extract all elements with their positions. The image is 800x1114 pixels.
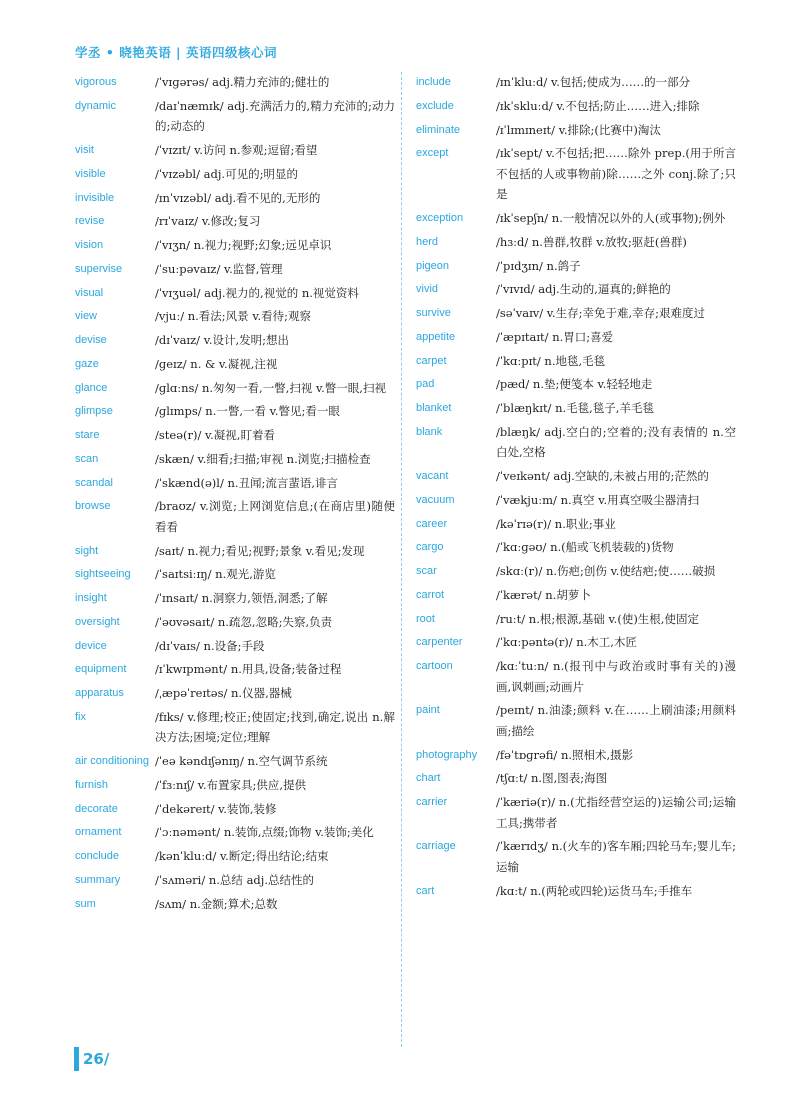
vocab-word: visible xyxy=(75,167,106,180)
vocab-definition: /ɡeɪz/ n. & v.凝视,注视 xyxy=(155,356,278,371)
vocab-definition: /ɪkˈskluːd/ v.不包括;防止……进入;排除 xyxy=(496,98,700,113)
vocab-entry xyxy=(416,398,736,419)
vocab-entry xyxy=(416,585,736,606)
vocab-definition: /kənˈkluːd/ v.断定;得出结论;结束 xyxy=(155,849,329,863)
vocab-word: conclude xyxy=(75,850,120,862)
vocab-definition: /ɡlɑːns/ n.匆匆一看,一瞥,扫视 v.瞥一眼,扫视 xyxy=(155,380,386,395)
vocab-entry xyxy=(75,425,395,446)
vocab-word: furnish xyxy=(75,778,109,791)
vocab-definition: /ɪkˈsept/ v.不包括;把……除外 prep.(用于所言不包括的人或事物前)除……之外 conj.除了;只是 xyxy=(496,146,736,202)
vocab-word: invisible xyxy=(75,191,115,204)
vocab-word: summary xyxy=(75,873,121,886)
vocab-entry xyxy=(416,745,736,766)
vocab-definition: /ˈblæŋkɪt/ n.毛毯,毯子,羊毛毯 xyxy=(496,401,654,415)
vocab-definition: /ˈvɪʒn/ n.视力;视野;幻象;远见卓识 xyxy=(155,238,332,252)
vocab-entry xyxy=(75,330,395,351)
vocab-entry xyxy=(75,496,395,537)
vocab-word: blank xyxy=(416,425,443,438)
vocab-entry xyxy=(416,303,736,324)
vocab-definition: /saɪt/ n.视力;看见;视野;景象 v.看见;发现 xyxy=(155,543,365,558)
vocab-definition: /ɪnˈvɪzəbl/ adj.看不见的,无形的 xyxy=(155,190,321,205)
vocab-word: sight xyxy=(75,544,99,557)
vocab-definition: /fəˈtɒɡrəfi/ n.照相术,摄影 xyxy=(496,747,634,762)
vocab-entry xyxy=(416,422,736,463)
vocab-entry xyxy=(75,188,395,209)
vocab-entry xyxy=(75,775,395,796)
vocab-definition: /ˈkærət/ n.胡萝卜 xyxy=(496,587,591,602)
vocab-entry xyxy=(75,211,395,232)
vocab-definition: /ˈfɜːnɪʃ/ v.布置家具;供应,提供 xyxy=(155,777,307,792)
vocab-definition: /ˈɪnsaɪt/ n.洞察力,领悟,洞悉;了解 xyxy=(155,591,328,605)
vocab-word: pad xyxy=(416,378,435,391)
vocab-word: glimpse xyxy=(75,405,113,418)
vocab-entry xyxy=(416,374,736,395)
vocab-definition: /sʌm/ n.金额;算术;总数 xyxy=(155,896,278,911)
vocab-entry xyxy=(416,836,736,877)
vocab-word: devise xyxy=(75,334,107,346)
vocab-word: oversight xyxy=(75,615,120,628)
vocab-entry xyxy=(75,473,395,494)
vocab-entry xyxy=(416,656,736,697)
vocab-definition: /kɑːˈtuːn/ n.(报刊中与政治或时事有关的)漫画,讽刺画;动画片 xyxy=(496,659,736,694)
vocab-entry xyxy=(75,259,395,280)
vocab-word: equipment xyxy=(75,663,127,676)
vocab-entry xyxy=(416,881,736,902)
vocab-entry xyxy=(75,235,395,256)
vocab-entry xyxy=(416,632,736,653)
vocab-definition: /ˈveɪkənt/ adj.空缺的,未被占用的;茫然的 xyxy=(496,469,709,483)
vocab-entry xyxy=(416,72,736,93)
vocab-definition: /blæŋk/ adj.空白的;空着的;没有表情的 n.空白处,空格 xyxy=(496,424,736,460)
vocab-definition: /peɪnt/ n.油漆;颜料 v.在……上刷油漆;用颜料画;描绘 xyxy=(496,703,736,738)
vocab-definition: /ˈkɑːɡəʊ/ n.(船或飞机装载的)货物 xyxy=(496,540,674,555)
vocab-word: herd xyxy=(416,235,439,248)
page-header: 学丞 • 晓艳英语 | 英语四级核心词 xyxy=(75,45,277,60)
vocab-definition: /dɪˈvaɪz/ v.设计,发明;想出 xyxy=(155,333,290,347)
vocab-definition: /ˈɔːnəmənt/ n.装饰,点缀;饰物 v.装饰;美化 xyxy=(155,825,374,840)
vocab-entry xyxy=(416,490,736,511)
vocab-entry xyxy=(416,232,736,253)
vocab-word: device xyxy=(75,639,107,652)
vocab-word: carpet xyxy=(416,354,447,367)
vocab-definition: /braʊz/ v.浏览;上网浏览信息;(在商店里)随便看看 xyxy=(155,499,395,534)
vocab-word: air conditioning xyxy=(75,755,149,767)
vocab-entry xyxy=(75,164,395,185)
vocab-entry xyxy=(75,822,395,843)
vocab-definition: /ˈpɪdʒɪn/ n.鸽子 xyxy=(496,258,581,273)
vocab-word: visit xyxy=(75,144,94,156)
vocab-definition: /ˈvɪzəbl/ adj.可见的;明显的 xyxy=(155,166,298,181)
vocab-word: pigeon xyxy=(416,259,450,272)
vocab-definition: /vjuː/ n.看法;风景 v.看待;观察 xyxy=(155,309,312,324)
vocab-word: vigorous xyxy=(75,76,117,88)
vocab-definition: /ɪˈkwɪpmənt/ n.用具,设备;装备过程 xyxy=(155,662,342,677)
vocab-entry xyxy=(416,514,736,535)
vocab-entry xyxy=(75,378,395,399)
vocab-definition: /ɪˈlɪmɪneɪt/ v.排除;(比赛中)淘汰 xyxy=(496,122,661,137)
vocab-word: carriage xyxy=(416,840,456,853)
page-number: 26/ xyxy=(74,1047,109,1071)
vocab-word: supervise xyxy=(75,262,123,275)
vocab-definition: /ˈskænd(ə)l/ n.丑闻;流言蜚语,诽言 xyxy=(155,475,339,490)
vocab-word: cargo xyxy=(416,541,444,554)
vocab-word: scan xyxy=(75,452,99,465)
vocab-definition: /ˈkæriə(r)/ n.(尤指经营空运的)运输公司;运输工具;携带者 xyxy=(496,795,736,830)
vocab-entry xyxy=(416,700,736,741)
vocab-definition: /ɪkˈsepʃn/ n.一般情况以外的人(或事物);例外 xyxy=(496,211,726,225)
vocab-definition: /ˌæpəˈreɪtəs/ n.仪器,器械 xyxy=(155,686,292,700)
vocab-definition: /ˈæpɪtaɪt/ n.胃口;喜爱 xyxy=(496,329,614,344)
vocab-definition: /pæd/ n.垫;便笺本 v.轻轻地走 xyxy=(496,377,653,392)
vocab-definition: /tʃɑːt/ n.图,图表;海图 xyxy=(496,771,608,786)
vocab-entry xyxy=(416,143,736,205)
vocab-word: dynamic xyxy=(75,99,116,112)
vocab-entry xyxy=(75,846,395,867)
vocab-word: vacuum xyxy=(416,493,455,506)
vocab-entry xyxy=(416,561,736,582)
vocab-definition: /ruːt/ n.根;根源,基础 v.(使)生根,使固定 xyxy=(496,611,699,626)
vocab-word: carrot xyxy=(416,588,445,601)
vocab-word: chart xyxy=(416,772,441,785)
vocab-word: fix xyxy=(75,710,86,723)
vocab-word: apparatus xyxy=(75,687,124,699)
vocab-entry xyxy=(416,792,736,833)
vocab-word: view xyxy=(75,310,98,323)
vocab-definition: /kəˈrɪə(r)/ n.职业;事业 xyxy=(496,516,616,531)
vocab-word: revise xyxy=(75,215,105,228)
vocab-definition: /ˈvɪzɪt/ v.访问 n.参观;逗留;看望 xyxy=(155,143,318,157)
vocab-entry xyxy=(416,208,736,229)
vocab-definition: /ˈkærɪdʒ/ n.(火车的)客车厢;四轮马车;婴儿车;运输 xyxy=(496,839,736,874)
vocab-word: career xyxy=(416,517,448,530)
vocab-word: exclude xyxy=(416,99,454,112)
right-column xyxy=(416,72,736,904)
vocab-definition: /dɪˈvaɪs/ n.设备;手段 xyxy=(155,638,265,653)
vocab-word: blanket xyxy=(416,402,452,414)
vocab-definition: /ˈvɪʒuəl/ adj.视力的,视觉的 n.视觉资料 xyxy=(155,285,359,300)
vocab-definition: /fɪks/ v.修理;校正;使固定;找到,确定,说出 n.解决方法;困境;定位;理解 xyxy=(155,709,395,745)
vocab-definition: /steə(r)/ v.凝视,盯着看 xyxy=(155,428,275,442)
left-column xyxy=(75,72,395,917)
vocab-word: root xyxy=(416,612,435,625)
vocab-word: appetite xyxy=(416,330,456,343)
vocab-entry xyxy=(75,683,395,704)
vocab-word: carrier xyxy=(416,796,448,808)
vocab-word: scar xyxy=(416,565,437,577)
vocab-definition: /səˈvaɪv/ v.生存;幸免于难,幸存;艰难度过 xyxy=(496,306,705,320)
vocab-entry xyxy=(75,401,395,422)
vocab-word: exception xyxy=(416,212,464,224)
vocab-word: insight xyxy=(75,592,107,604)
vocab-entry xyxy=(416,537,736,558)
vocab-word: except xyxy=(416,147,449,160)
vocab-word: survive xyxy=(416,307,451,319)
vocab-entry xyxy=(75,612,395,633)
vocab-word: cart xyxy=(416,884,435,897)
vocab-word: sum xyxy=(75,897,96,910)
vocab-entry xyxy=(416,120,736,141)
vocab-entry xyxy=(416,256,736,277)
vocab-word: photography xyxy=(416,748,478,761)
vocab-entry xyxy=(416,609,736,630)
vocab-entry xyxy=(416,466,736,487)
vocab-definition: /rɪˈvaɪz/ v.修改;复习 xyxy=(155,214,261,229)
vocab-word: include xyxy=(416,76,451,88)
vocab-entry xyxy=(75,354,395,375)
vocab-word: sightseeing xyxy=(75,568,131,581)
vocab-definition: /ˈsaɪtsiːɪŋ/ n.观光,游览 xyxy=(155,567,276,582)
vocab-entry xyxy=(416,351,736,372)
vocab-definition: /skæn/ v.细看;扫描;审视 n.浏览;扫描检查 xyxy=(155,451,371,466)
vocab-entry xyxy=(75,751,395,772)
vocab-entry xyxy=(75,72,395,93)
vocab-word: vivid xyxy=(416,283,439,296)
column-divider xyxy=(401,72,402,1047)
vocab-definition: /ˈvækjuːm/ n.真空 v.用真空吸尘器清扫 xyxy=(496,492,700,507)
vocab-word: decorate xyxy=(75,802,118,815)
vocab-definition: /daɪˈnæmɪk/ adj.充满活力的,精力充沛的;动力的;动态的 xyxy=(155,98,395,134)
vocab-definition: /ˈvɪvɪd/ adj.生动的,逼真的;鲜艳的 xyxy=(496,282,671,297)
vocab-entry xyxy=(75,140,395,161)
vocab-entry xyxy=(75,541,395,562)
vocab-entry xyxy=(75,799,395,820)
vocab-word: scandal xyxy=(75,476,113,489)
vocab-definition: /ˈəʊvəsaɪt/ n.疏忽,忽略;失察,负责 xyxy=(155,614,333,629)
vocab-word: eliminate xyxy=(416,123,461,136)
vocab-definition: /ˈeə kəndɪʃənɪŋ/ n.空气调节系统 xyxy=(155,754,328,768)
vocab-definition: /ˈvɪɡərəs/ adj.精力充沛的;健壮的 xyxy=(155,75,330,89)
vocab-definition: /ˈkɑːpəntə(r)/ n.木工,木匠 xyxy=(496,635,637,650)
vocab-word: glance xyxy=(75,381,108,394)
vocab-entry xyxy=(75,96,395,137)
vocab-definition: /ˈsuːpəvaɪz/ v.监督,管理 xyxy=(155,261,283,276)
vocab-word: carpenter xyxy=(416,636,463,649)
vocab-word: paint xyxy=(416,704,440,717)
vocab-word: vision xyxy=(75,239,104,251)
vocab-definition: /ˈsʌməri/ n.总结 adj.总结性的 xyxy=(155,872,315,887)
vocab-entry xyxy=(75,283,395,304)
vocab-word: browse xyxy=(75,500,111,513)
vocab-entry xyxy=(75,894,395,915)
vocab-entry xyxy=(75,870,395,891)
vocab-entry xyxy=(75,306,395,327)
vocab-definition: /skɑː(r)/ n.伤疤;创伤 v.使结疤;使……破损 xyxy=(496,564,716,578)
vocab-entry xyxy=(416,279,736,300)
vocab-entry xyxy=(75,707,395,748)
vocab-word: gaze xyxy=(75,357,99,370)
vocab-word: cartoon xyxy=(416,660,453,672)
vocab-word: vacant xyxy=(416,470,449,482)
vocab-entry xyxy=(75,588,395,609)
vocab-entry xyxy=(416,96,736,117)
vocab-entry xyxy=(416,768,736,789)
vocab-entry xyxy=(75,659,395,680)
vocab-definition: /ɪnˈkluːd/ v.包括;使成为……的一部分 xyxy=(496,75,691,89)
vocab-definition: /hɜːd/ n.兽群,牧群 v.放牧;驱赶(兽群) xyxy=(496,234,687,249)
vocab-word: ornament xyxy=(75,826,122,839)
vocab-entry xyxy=(75,564,395,585)
vocab-definition: /ˈdekəreɪt/ v.装饰,装修 xyxy=(155,801,277,816)
vocab-word: visual xyxy=(75,286,104,299)
vocab-definition: /ˈkɑːpɪt/ n.地毯,毛毯 xyxy=(496,353,606,368)
vocab-entry xyxy=(75,636,395,657)
vocab-entry xyxy=(416,327,736,348)
vocab-definition: /ɡlɪmps/ n.一瞥,一看 v.瞥见;看一眼 xyxy=(155,404,340,419)
vocab-word: stare xyxy=(75,429,100,441)
vocab-definition: /kɑːt/ n.(两轮或四轮)运货马车;手推车 xyxy=(496,883,693,898)
vocab-entry xyxy=(75,449,395,470)
